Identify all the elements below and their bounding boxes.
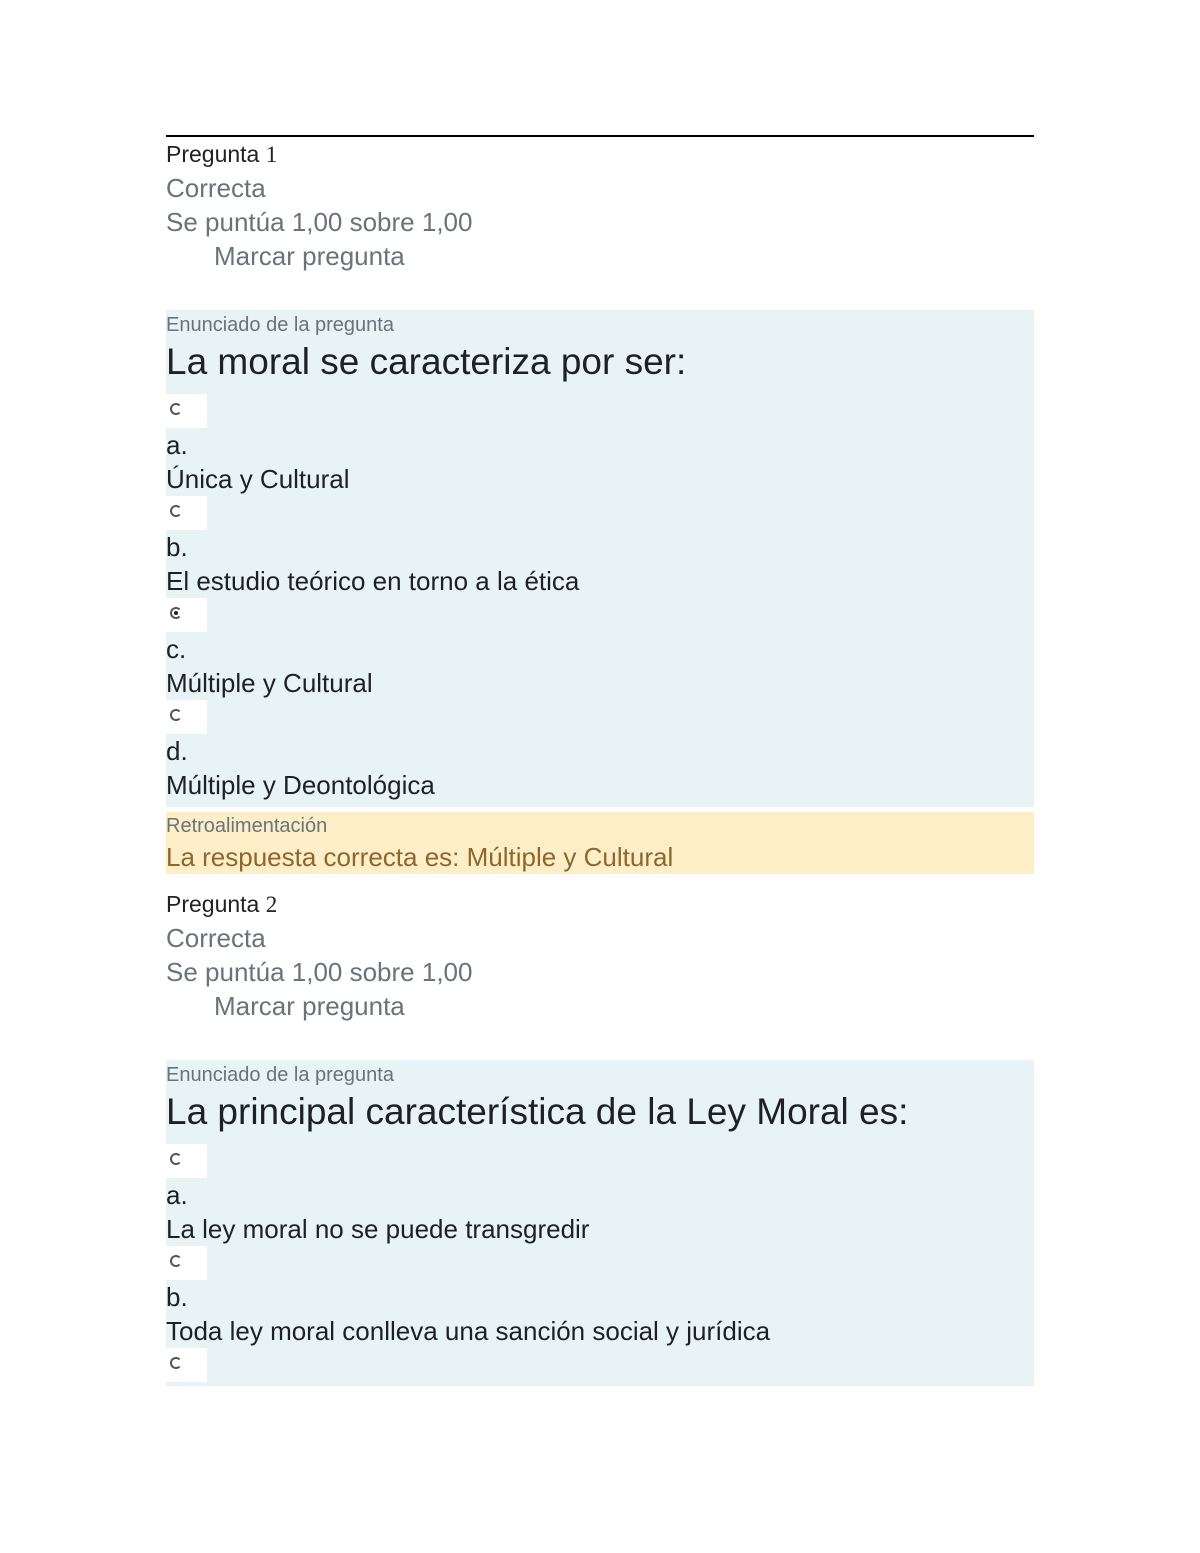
question-grade: Se puntúa 1,00 sobre 1,00: [166, 957, 473, 987]
question-text: La principal característica de la Ley Moral es:: [166, 1091, 909, 1132]
radio-button-a[interactable]: [166, 1144, 207, 1178]
option-c-partial: [166, 1348, 1034, 1382]
radio-button-icon: [170, 1357, 182, 1369]
radio-button-icon: [170, 709, 182, 721]
option-text[interactable]: Múltiple y Deontológica: [166, 770, 435, 800]
option-a: [166, 394, 1034, 496]
question-2-info: [166, 888, 1034, 1023]
option-text[interactable]: Múltiple y Cultural: [166, 668, 373, 698]
question-state: Correcta: [166, 923, 266, 953]
question-caption: Enunciado de la pregunta: [166, 1064, 394, 1086]
radio-button-b[interactable]: [166, 496, 207, 530]
radio-button-icon: [170, 1255, 182, 1267]
question-label: Pregunta: [166, 891, 260, 917]
question-1-info: [166, 138, 1034, 273]
question-number-value: 1: [265, 142, 278, 167]
option-text[interactable]: Única y Cultural: [166, 464, 350, 494]
radio-button-a[interactable]: [166, 394, 207, 428]
option-letter: a.: [166, 1180, 188, 1210]
question-1-formulation: [166, 310, 1034, 807]
radio-button-d[interactable]: [166, 700, 207, 734]
option-d: [166, 700, 1034, 802]
radio-button-icon: [170, 1153, 182, 1165]
question-number-value: 2: [265, 892, 278, 917]
option-text[interactable]: El estudio teórico en torno a la ética: [166, 566, 580, 596]
question-number: [166, 138, 1034, 171]
radio-button-icon: [170, 403, 182, 415]
option-letter: c.: [166, 634, 187, 664]
question-label: Pregunta: [166, 141, 260, 167]
question-caption: Enunciado de la pregunta: [166, 314, 394, 336]
option-letter: b.: [166, 532, 188, 562]
question-number: [166, 888, 1034, 921]
radio-button-b[interactable]: [166, 1246, 207, 1280]
question-1-feedback: [166, 812, 1034, 874]
radio-button-icon: [170, 505, 182, 517]
correct-answer-text: La respuesta correcta es: Múltiple y Cultural: [166, 842, 674, 872]
question-2-formulation: [166, 1060, 1034, 1386]
feedback-caption: Retroalimentación: [166, 815, 328, 837]
option-c: [166, 598, 1034, 700]
option-a: [166, 1144, 1034, 1246]
radio-button-checked-icon: [170, 607, 182, 619]
option-b: [166, 496, 1034, 598]
option-letter: b.: [166, 1282, 188, 1312]
question-text: La moral se caracteriza por ser:: [166, 341, 687, 382]
radio-button-c[interactable]: [166, 598, 207, 632]
top-divider: [166, 135, 1034, 137]
radio-button-c[interactable]: [166, 1348, 207, 1382]
option-b: [166, 1246, 1034, 1348]
flag-question-link[interactable]: Marcar pregunta: [214, 241, 405, 271]
flag-question-link[interactable]: Marcar pregunta: [214, 991, 405, 1021]
option-letter: d.: [166, 736, 188, 766]
option-letter: a.: [166, 430, 188, 460]
option-text[interactable]: Toda ley moral conlleva una sanción social y jurídica: [166, 1316, 771, 1346]
question-grade: Se puntúa 1,00 sobre 1,00: [166, 207, 473, 237]
question-state: Correcta: [166, 173, 266, 203]
option-text[interactable]: La ley moral no se puede transgredir: [166, 1214, 590, 1244]
